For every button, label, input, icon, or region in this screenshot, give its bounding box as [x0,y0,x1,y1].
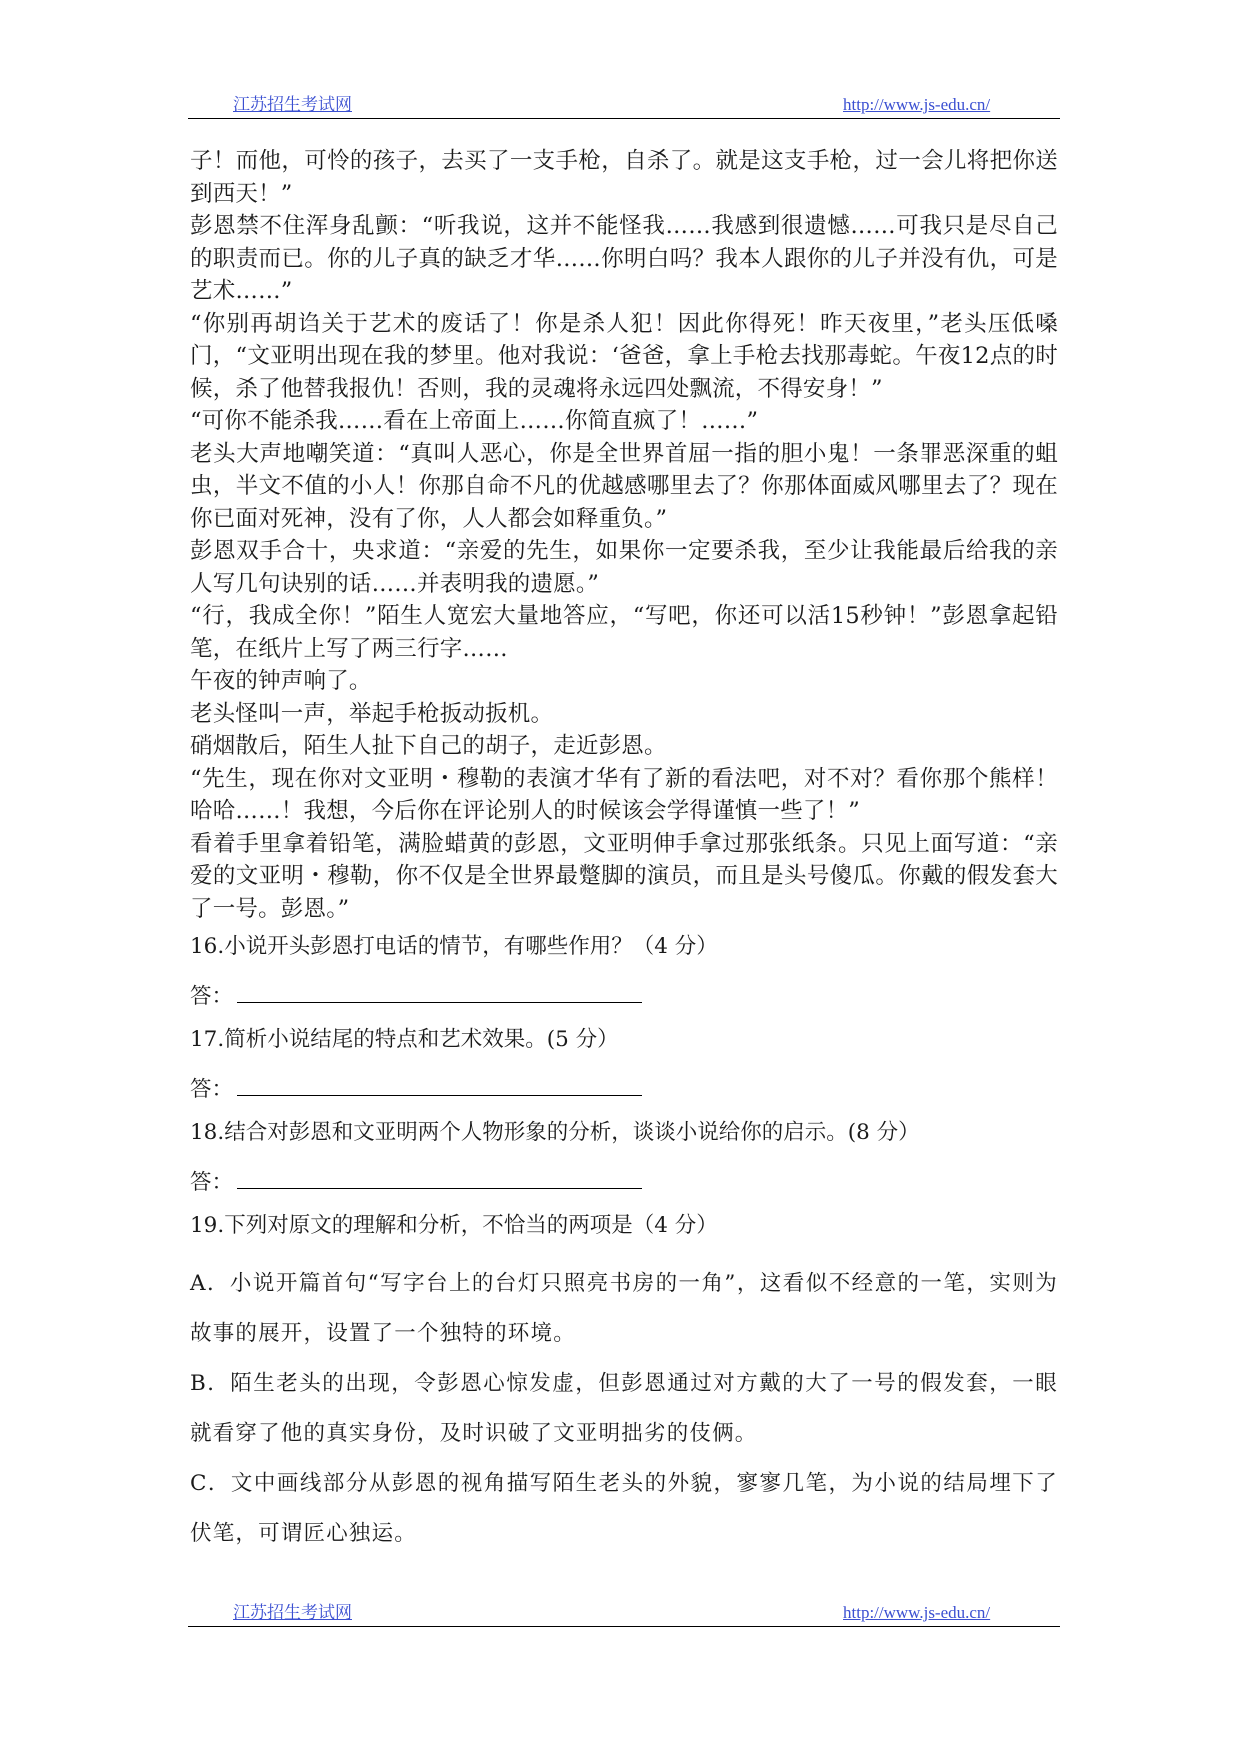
answer-label: 答： [190,1077,234,1102]
option-c: C．文中画线部分从彭恩的视角描写陌生老头的外貌，寥寥几笔，为小说的结局埋下了伏笔，可谓匠心独运。 [190,1471,1058,1546]
answer-blank[interactable] [237,1166,642,1189]
story-paragraph: 看着手里拿着铅笔，满脸蜡黄的彭恩，文亚明伸手拿过那张纸条。只见上面写道：“亲爱的文亚明・穆勒，你不仅是全世界最蹩脚的演员，而且是头号傻瓜。你戴的假发套大了一号。彭恩。” [190,830,1058,922]
answer-line-18 [190,1166,1058,1212]
answer-line-17 [190,1073,1058,1119]
story-paragraph: “先生，现在你对文亚明・穆勒的表演才华有了新的看法吧，对不对？看你那个熊样！哈哈……！我想，今后你在评论别人的时候该会学得谨慎一些了！” [190,765,1058,824]
story-text [190,145,1058,925]
answer-blank[interactable] [237,980,642,1003]
question-17: 17.简析小说结尾的特点和艺术效果。(5 分） [190,1027,619,1052]
story-paragraph: 硝烟散后，陌生人扯下自己的胡子，走近彭恩。 [190,733,667,759]
answer-blank[interactable] [237,1073,642,1096]
site-name-link[interactable]: 江苏招生考试网 [233,1603,352,1622]
story-paragraph: 老头大声地嘲笑道：“真叫人恶心，你是全世界首屈一指的胆小鬼！一条罪恶深重的蛆虫，半文不值的小人！你那自命不凡的优越感哪里去了？你那体面威风哪里去了？现在你已面对死神，没有了你，人人都会如释重负。” [190,440,1058,532]
answer-label: 答： [190,1170,234,1195]
site-url-link[interactable]: http://www.js-edu.cn/ [843,1603,991,1622]
story-paragraph: 子！而他，可怜的孩子，去买了一支手枪，自杀了。就是这支手枪，过一会儿将把你送到西天！” [190,148,1058,207]
story-paragraph: “可你不能杀我……看在上帝面上……你简直疯了！……” [190,408,759,434]
answer-line-16 [190,980,1058,1026]
option-b: B．陌生老头的出现，令彭恩心惊发虚，但彭恩通过对方戴的大了一号的假发套，一眼就看穿了他的真实身份，及时识破了文亚明拙劣的伎俩。 [190,1371,1058,1446]
story-paragraph: 老头怪叫一声，举起手枪扳动扳机。 [190,700,554,727]
question-16: 16.小说开头彭恩打电话的情节，有哪些作用？（4 分） [190,934,718,959]
story-paragraph: 午夜的钟声响了。 [190,668,372,694]
question-18: 18.结合对彭恩和文亚明两个人物形象的分析，谈谈小说给你的启示。(8 分） [190,1120,920,1145]
question-19: 19.下列对原文的理解和分析，不恰当的两项是（4 分） [190,1213,718,1238]
answer-label: 答： [190,984,234,1009]
story-paragraph: “行，我成全你！”陌生人宽宏大量地答应，“写吧，你还可以活15秒钟！”彭恩拿起铅笔，在纸片上写了两三行字…… [190,603,1058,662]
story-paragraph: “你别再胡诌关于艺术的废话了！你是杀人犯！因此你得死！昨天夜里，”老头压低嗓门，“文亚明出现在我的梦里。他对我说：‘爸爸，拿上手枪去找那毒蛇。午夜12点的时候，杀了他替我报仇！否则，我的灵魂将永远四处飘流，不得安身！” [190,310,1058,402]
page-header [188,84,1060,119]
story-paragraph: 彭恩禁不住浑身乱颤：“听我说，这并不能怪我……我感到很遗憾……可我只是尽自己的职责而已。你的儿子真的缺乏才华……你明白吗？我本人跟你的儿子并没有仇，可是艺术……” [190,213,1058,304]
page-footer [188,1592,1060,1627]
site-name-link[interactable]: 江苏招生考试网 [233,95,352,114]
site-url-link[interactable]: http://www.js-edu.cn/ [843,95,991,114]
story-paragraph: 彭恩双手合十，央求道：“亲爱的先生，如果你一定要杀我，至少让我能最后给我的亲人写几句诀别的话……并表明我的遗愿。” [190,538,1058,597]
document-body [190,145,1058,1559]
option-a: A．小说开篇首句“写字台上的台灯只照亮书房的一角”，这看似不经意的一笔，实则为故事的展开，设置了一个独特的环境。 [190,1271,1058,1346]
